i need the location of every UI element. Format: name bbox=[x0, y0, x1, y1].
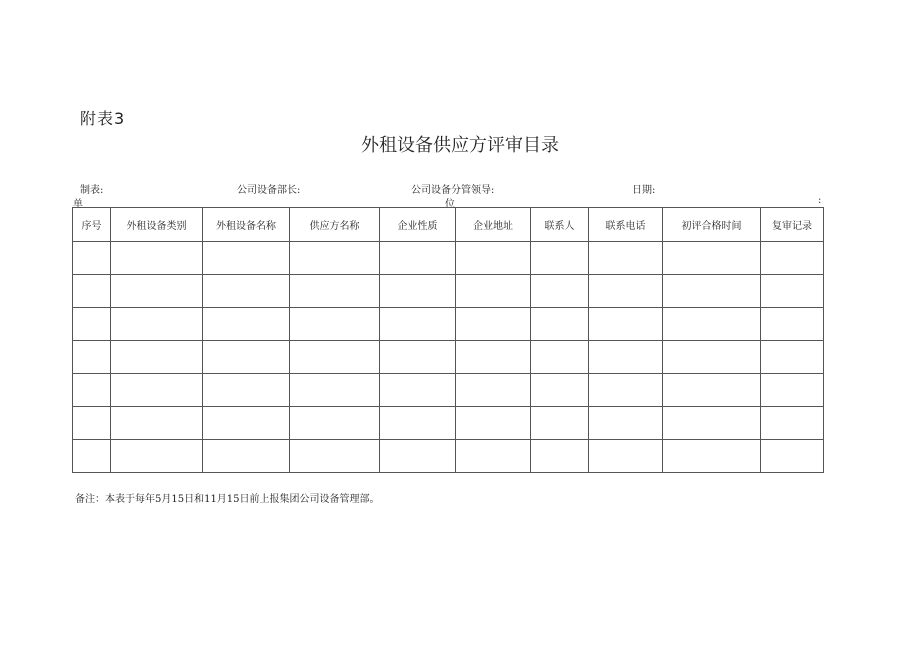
unit-label-char2: 位 bbox=[445, 199, 455, 210]
table-cell[interactable] bbox=[761, 275, 824, 308]
table-cell[interactable] bbox=[203, 242, 290, 275]
table-cell[interactable] bbox=[663, 242, 761, 275]
col-header-enterprise-type: 企业性质 bbox=[380, 208, 456, 242]
table-cell[interactable] bbox=[456, 440, 531, 473]
table-cell[interactable] bbox=[111, 341, 203, 374]
table-cell[interactable] bbox=[380, 341, 456, 374]
table-cell[interactable] bbox=[380, 242, 456, 275]
table-cell[interactable] bbox=[73, 242, 111, 275]
page-title: 外租设备供应方评审目录 bbox=[361, 135, 559, 156]
table-cell[interactable] bbox=[290, 374, 380, 407]
table-cell[interactable] bbox=[456, 275, 531, 308]
table-row bbox=[73, 275, 824, 308]
table-row bbox=[73, 374, 824, 407]
dept-head-label: 公司设备部长: bbox=[237, 185, 301, 196]
table-cell[interactable] bbox=[589, 407, 663, 440]
table-cell[interactable] bbox=[456, 374, 531, 407]
col-header-initial-approval-date: 初评合格时间 bbox=[663, 208, 761, 242]
table-cell[interactable] bbox=[73, 308, 111, 341]
maker-label: 制表: bbox=[80, 185, 104, 196]
table-row bbox=[73, 242, 824, 275]
table-cell[interactable] bbox=[761, 407, 824, 440]
table-cell[interactable] bbox=[531, 440, 589, 473]
col-header-seq: 序号 bbox=[73, 208, 111, 242]
table-cell[interactable] bbox=[203, 440, 290, 473]
col-header-contact-person: 联系人 bbox=[531, 208, 589, 242]
table-cell[interactable] bbox=[663, 308, 761, 341]
table-row bbox=[73, 341, 824, 374]
table-cell[interactable] bbox=[380, 308, 456, 341]
table-row bbox=[73, 407, 824, 440]
date-label: 日期: bbox=[632, 185, 656, 196]
table-cell[interactable] bbox=[663, 440, 761, 473]
table-cell[interactable] bbox=[203, 308, 290, 341]
table-cell[interactable] bbox=[761, 374, 824, 407]
table-cell[interactable] bbox=[531, 407, 589, 440]
table-cell[interactable] bbox=[663, 407, 761, 440]
table-cell[interactable] bbox=[456, 242, 531, 275]
table-cell[interactable] bbox=[761, 341, 824, 374]
table-cell[interactable] bbox=[531, 308, 589, 341]
table-cell[interactable] bbox=[531, 374, 589, 407]
table-header-row bbox=[73, 208, 824, 242]
table-cell[interactable] bbox=[663, 341, 761, 374]
table-cell[interactable] bbox=[203, 407, 290, 440]
supplier-review-table bbox=[72, 207, 824, 473]
table-cell[interactable] bbox=[531, 341, 589, 374]
footnote: 备注：本表于每年5月15日和11月15日前上报集团公司设备管理部。 bbox=[75, 494, 380, 505]
table-cell[interactable] bbox=[456, 308, 531, 341]
table-cell[interactable] bbox=[73, 341, 111, 374]
table-cell[interactable] bbox=[663, 275, 761, 308]
table-cell[interactable] bbox=[290, 440, 380, 473]
table-cell[interactable] bbox=[380, 275, 456, 308]
table-cell[interactable] bbox=[589, 341, 663, 374]
table-cell[interactable] bbox=[290, 242, 380, 275]
table-cell[interactable] bbox=[456, 407, 531, 440]
table-cell[interactable] bbox=[73, 407, 111, 440]
leader-label: 公司设备分管领导: bbox=[411, 185, 495, 196]
table-cell[interactable] bbox=[290, 275, 380, 308]
table-cell[interactable] bbox=[380, 440, 456, 473]
table-cell[interactable] bbox=[111, 407, 203, 440]
attachment-label: 附表3 bbox=[80, 109, 126, 128]
table-cell[interactable] bbox=[73, 374, 111, 407]
table-cell[interactable] bbox=[111, 275, 203, 308]
table-row bbox=[73, 440, 824, 473]
col-header-equipment-name: 外租设备名称 bbox=[203, 208, 290, 242]
table-cell[interactable] bbox=[73, 440, 111, 473]
table-cell[interactable] bbox=[290, 407, 380, 440]
unit-label-char1: 单 bbox=[73, 199, 83, 210]
table-cell[interactable] bbox=[589, 242, 663, 275]
col-header-contact-phone: 联系电话 bbox=[589, 208, 663, 242]
table-cell[interactable] bbox=[589, 308, 663, 341]
table-cell[interactable] bbox=[203, 374, 290, 407]
table-cell[interactable] bbox=[203, 341, 290, 374]
table-cell[interactable] bbox=[761, 242, 824, 275]
table-cell[interactable] bbox=[73, 275, 111, 308]
table-cell[interactable] bbox=[290, 341, 380, 374]
table-cell[interactable] bbox=[663, 374, 761, 407]
table-cell[interactable] bbox=[111, 308, 203, 341]
table-cell[interactable] bbox=[111, 440, 203, 473]
table-cell[interactable] bbox=[761, 308, 824, 341]
table-cell[interactable] bbox=[111, 242, 203, 275]
col-header-review-record: 复审记录 bbox=[761, 208, 824, 242]
table-cell[interactable] bbox=[380, 407, 456, 440]
table-cell[interactable] bbox=[761, 440, 824, 473]
table-cell[interactable] bbox=[456, 341, 531, 374]
table-cell[interactable] bbox=[380, 374, 456, 407]
col-header-equipment-category: 外租设备类别 bbox=[111, 208, 203, 242]
table-cell[interactable] bbox=[290, 308, 380, 341]
col-header-enterprise-address: 企业地址 bbox=[456, 208, 531, 242]
col-header-supplier-name: 供应方名称 bbox=[290, 208, 380, 242]
table-cell[interactable] bbox=[111, 374, 203, 407]
table-cell[interactable] bbox=[589, 275, 663, 308]
table-cell[interactable] bbox=[531, 275, 589, 308]
table-cell[interactable] bbox=[589, 374, 663, 407]
table-row bbox=[73, 308, 824, 341]
table-cell[interactable] bbox=[203, 275, 290, 308]
table-cell[interactable] bbox=[531, 242, 589, 275]
table-cell[interactable] bbox=[589, 440, 663, 473]
unit-label-colon: : bbox=[818, 195, 822, 206]
